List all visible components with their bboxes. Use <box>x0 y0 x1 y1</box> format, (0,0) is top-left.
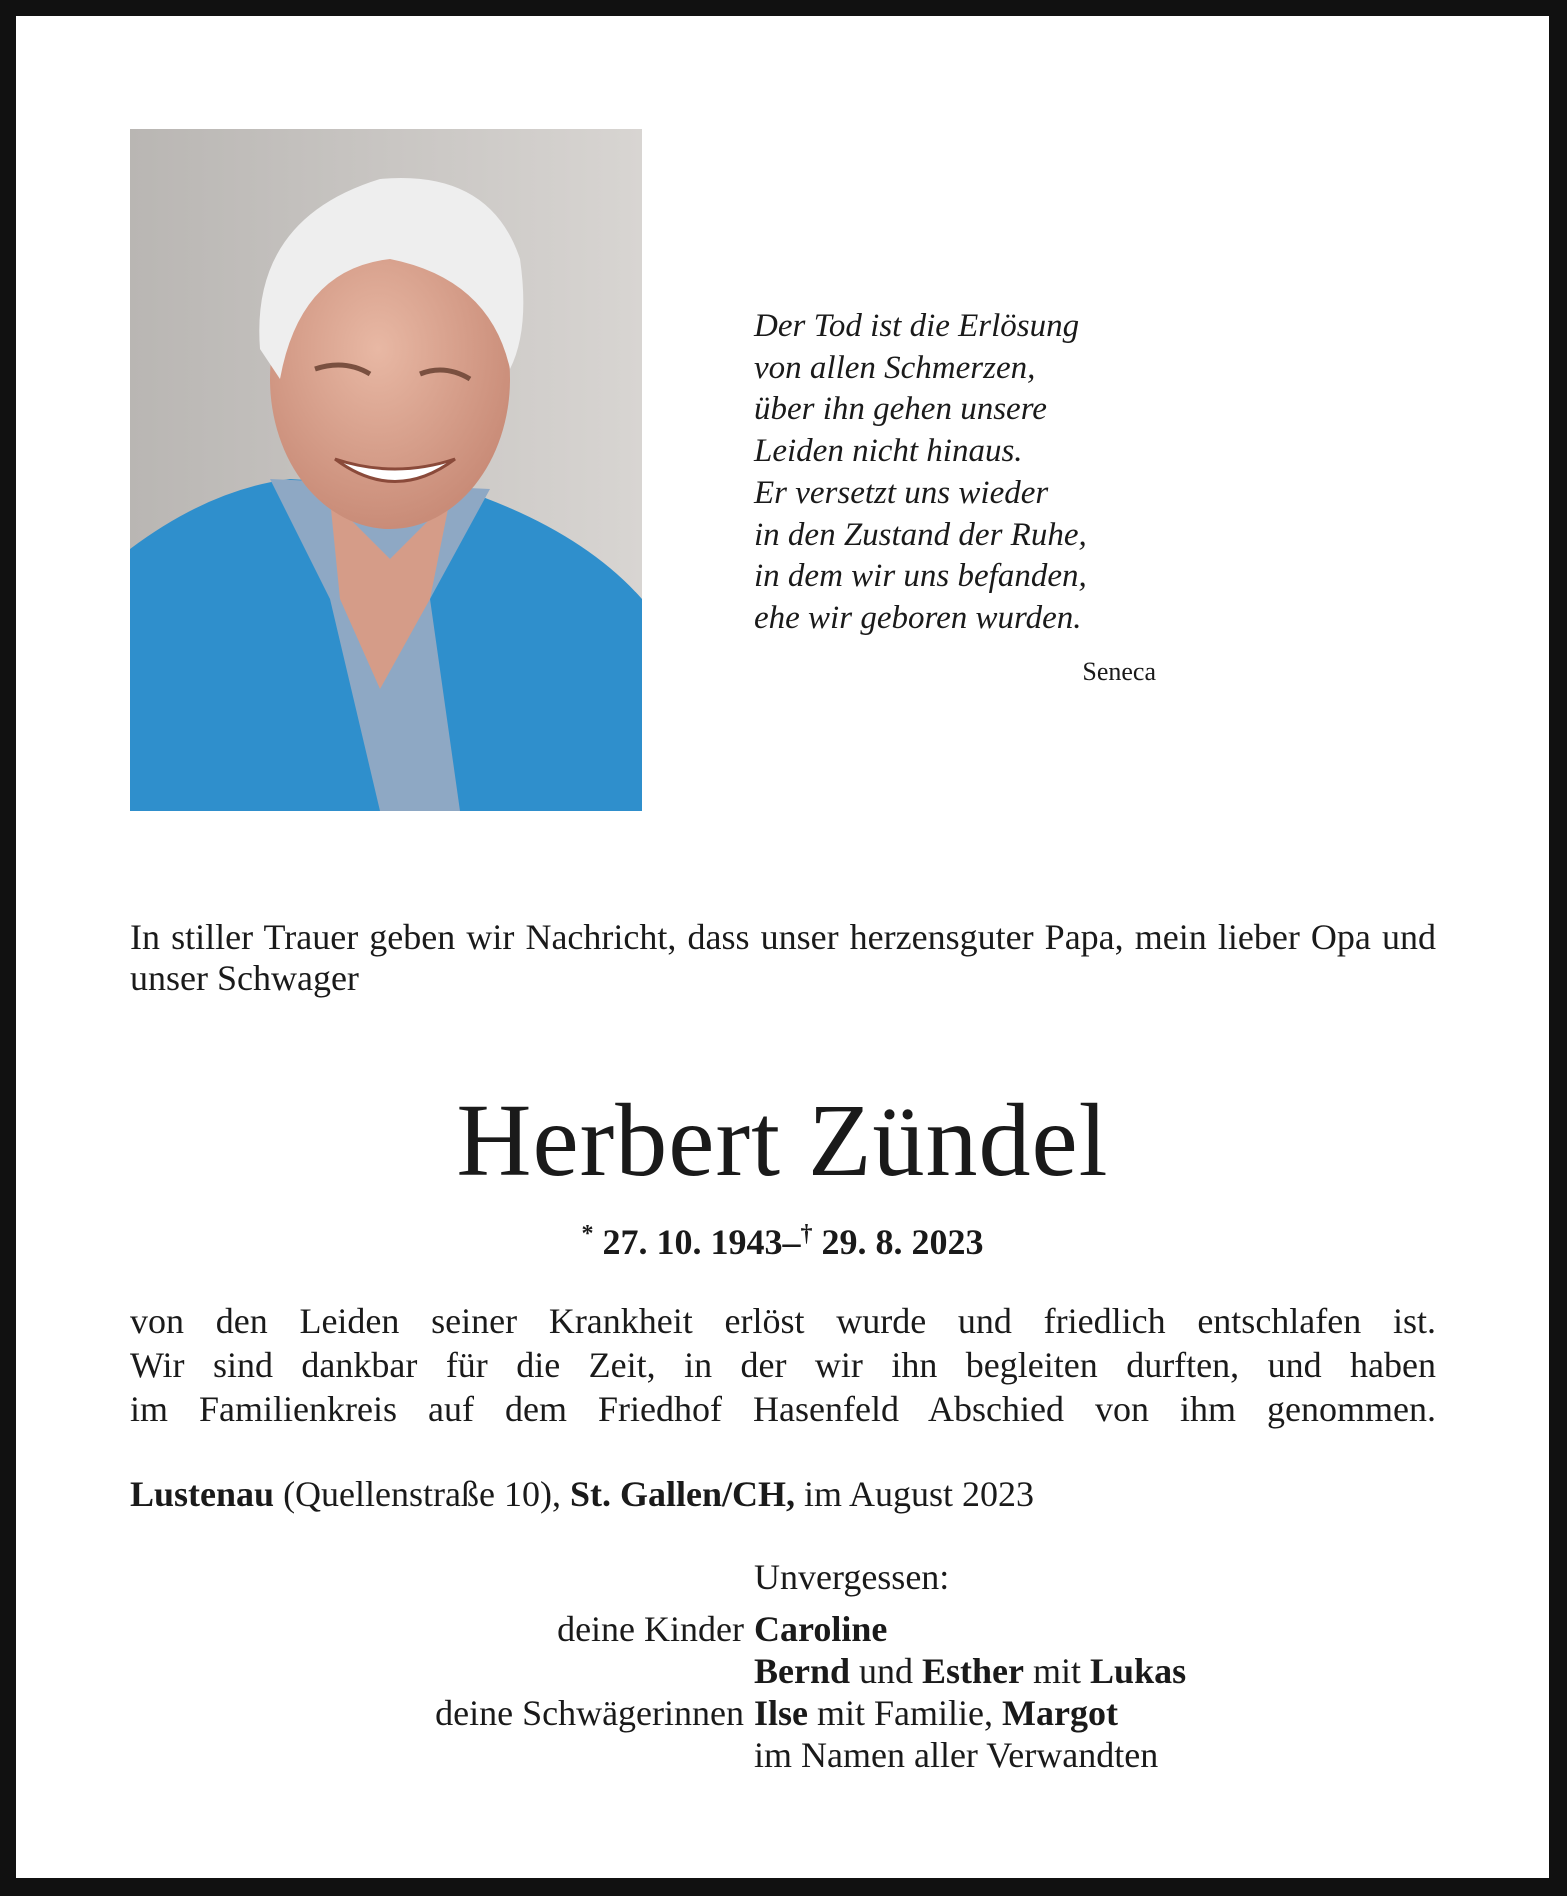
body-text <box>130 1299 1436 1431</box>
signer-name: Ilse <box>754 1693 808 1733</box>
place-date <box>130 1473 1034 1515</box>
signatures <box>130 1556 1436 1776</box>
signer-name: Margot <box>1002 1693 1118 1733</box>
intro-text: In stiller Trauer geben wir Nachricht, dass unser herzensguter Papa, mein lieber Opa und unser Schwager <box>130 917 1436 998</box>
poem-line: in dem wir uns befanden, <box>754 558 1087 595</box>
poem-line: in den Zustand der Ruhe, <box>754 516 1087 553</box>
obituary-page <box>16 16 1549 1878</box>
signer-name: Caroline <box>754 1609 888 1649</box>
portrait-photo <box>130 129 642 811</box>
poem-line: von allen Schmerzen, <box>754 349 1036 386</box>
body-line: Wir sind dankbar für die Zeit, in der wir ihn begleiten durften, und haben <box>130 1345 1436 1385</box>
signer-name: Esther <box>922 1651 1025 1691</box>
poem-line: über ihn gehen unsere <box>754 391 1047 428</box>
body-line: im Familienkreis auf dem Friedhof Hasenfeld Abschied von ihm genommen. <box>130 1389 1436 1429</box>
body-line: von den Leiden seiner Krankheit erlöst wurde und friedlich entschlafen ist. <box>130 1301 1436 1341</box>
deceased-name: Herbert Zündel <box>456 1083 1109 1198</box>
signature-heading: Unvergessen: <box>754 1557 950 1597</box>
birth-symbol: * <box>581 1221 594 1247</box>
signer-name: Lukas <box>1090 1651 1187 1691</box>
poem-author: Seneca <box>1082 657 1156 686</box>
connector-text: und <box>859 1651 914 1691</box>
poem-quote <box>754 306 1087 640</box>
place-city: St. Gallen/CH, <box>569 1474 795 1514</box>
death-symbol: † <box>800 1221 813 1247</box>
place-date-text: im August 2023 <box>804 1474 1035 1514</box>
signature-closing: im Namen aller Verwandten <box>754 1735 1159 1775</box>
poem-line: Leiden nicht hinaus. <box>754 433 1023 470</box>
connector-text: mit <box>1033 1651 1082 1691</box>
place-town: Lustenau <box>130 1474 275 1514</box>
date-separator: – <box>782 1222 801 1262</box>
connector-text: mit Familie, <box>817 1693 993 1733</box>
poem-line: Er versetzt uns wieder <box>754 474 1049 511</box>
kinder-label: deine Kinder <box>557 1609 744 1649</box>
death-date: 29. 8. 2023 <box>821 1222 984 1262</box>
poem-line: Der Tod ist die Erlösung <box>754 308 1080 344</box>
schwaegerinnen-label: deine Schwägerinnen <box>435 1693 744 1733</box>
life-dates <box>16 1221 1549 1263</box>
poem-line: ehe wir geboren wurden. <box>754 599 1082 636</box>
place-address: (Quellenstraße 10), <box>283 1474 561 1514</box>
birth-date: 27. 10. 1943 <box>602 1222 783 1262</box>
signer-name: Bernd <box>754 1651 851 1691</box>
